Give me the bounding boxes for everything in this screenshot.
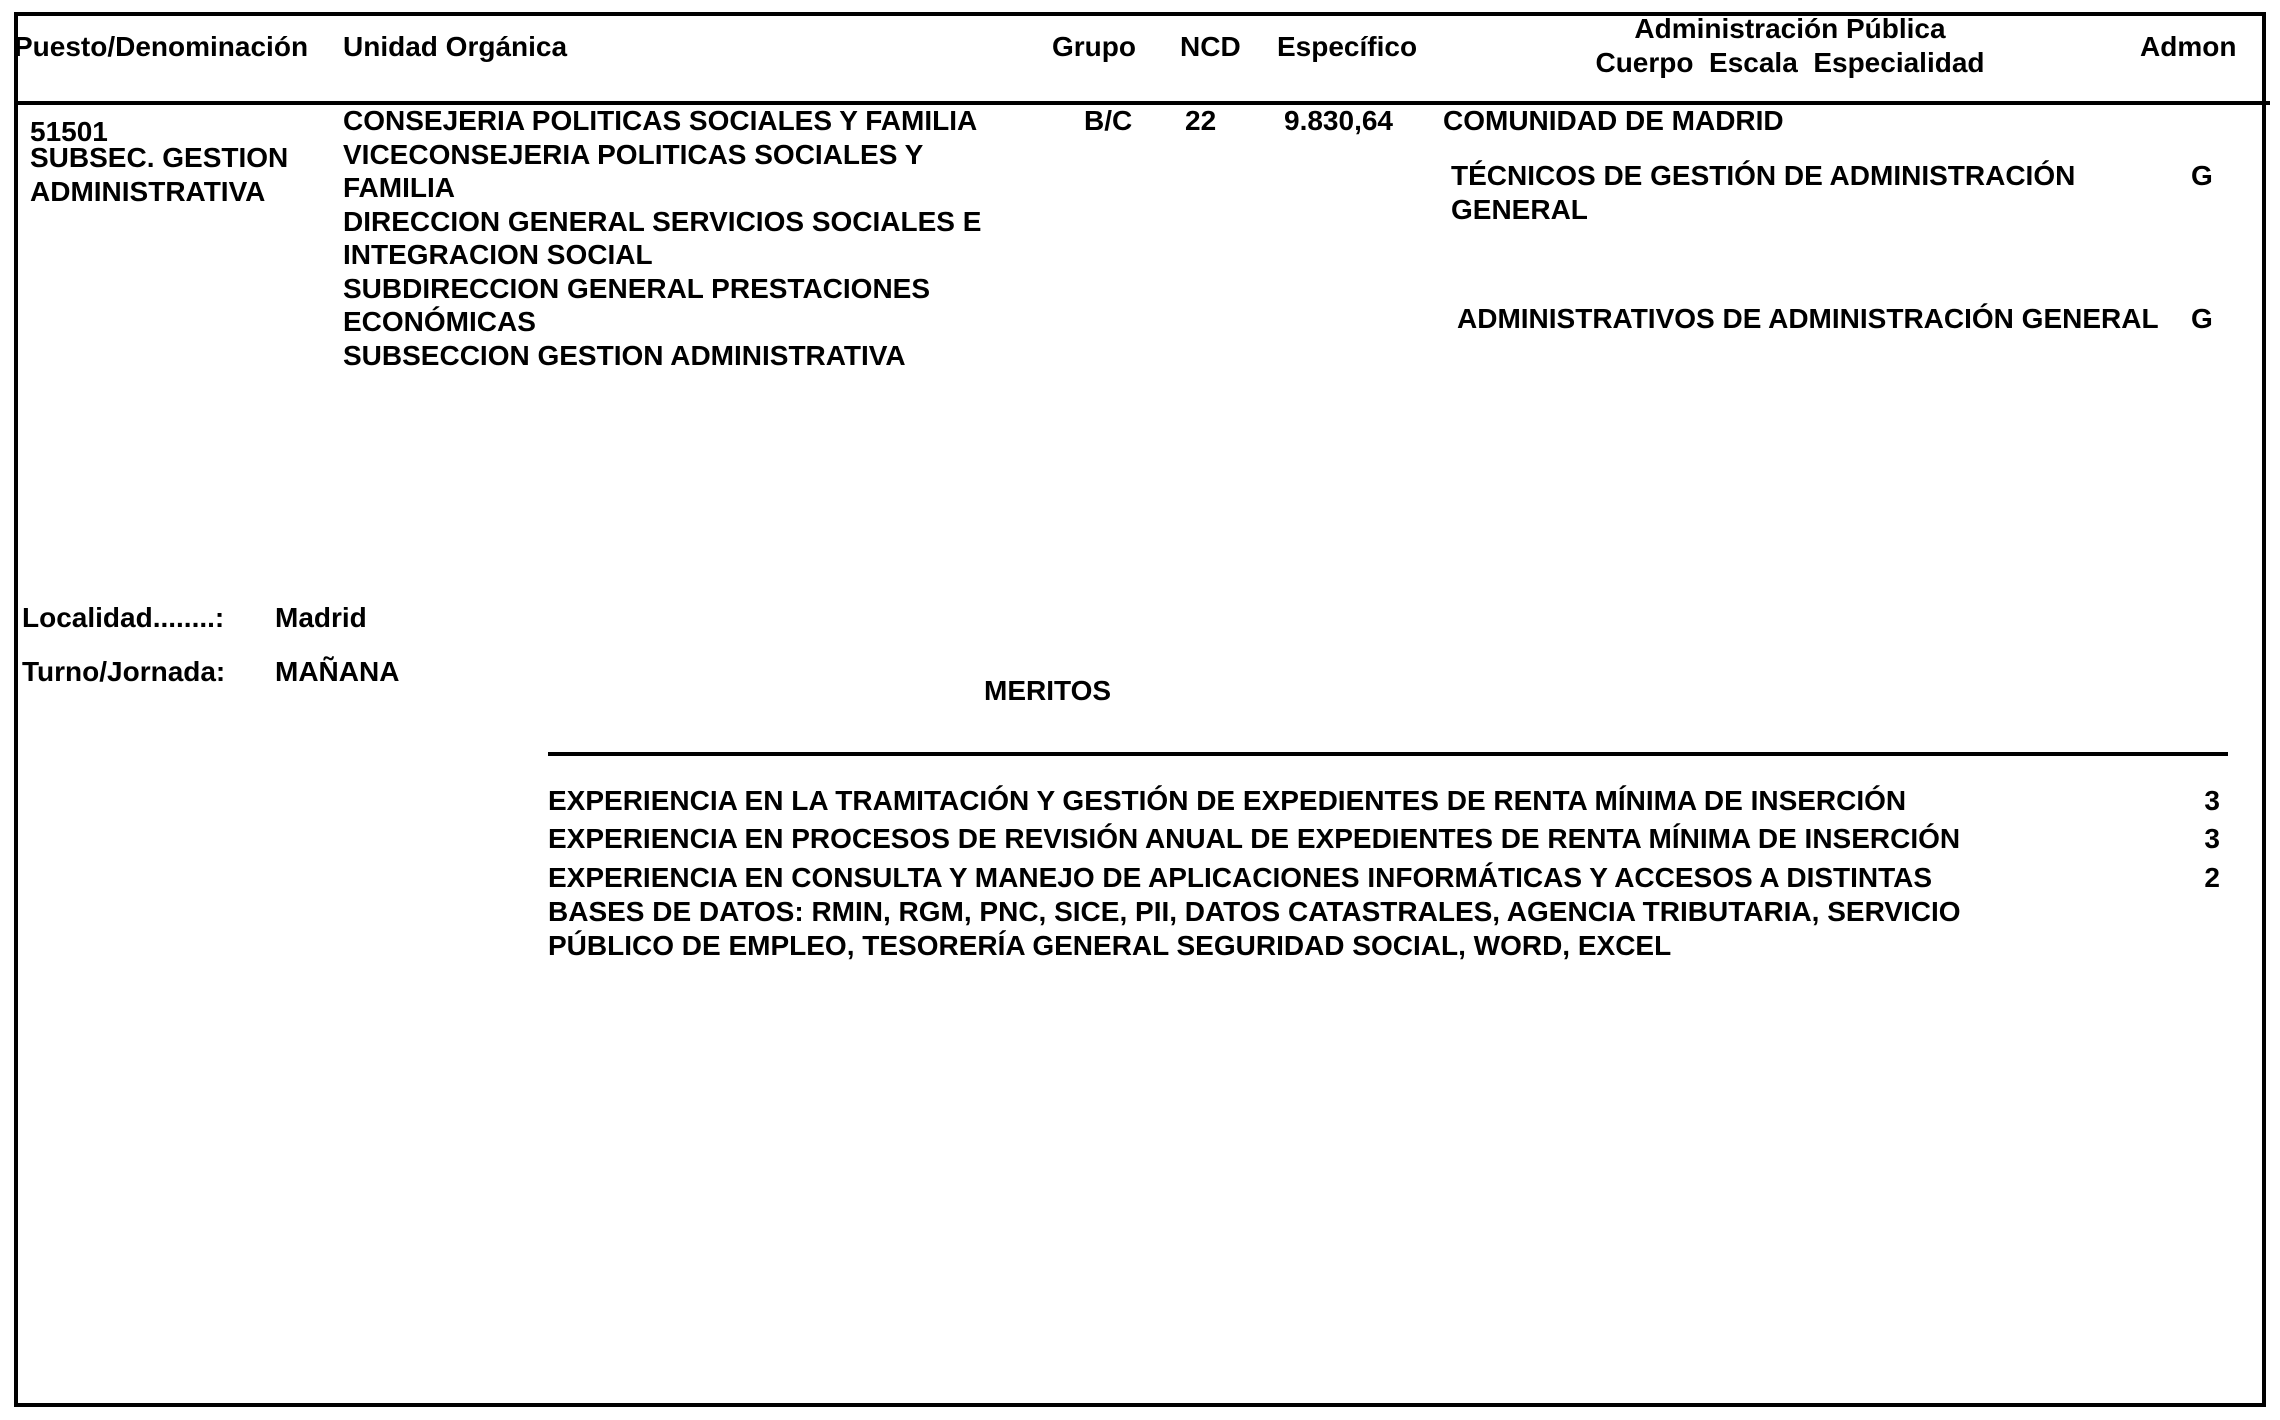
merito-line: EXPERIENCIA EN CONSULTA Y MANEJO DE APLICACIONES INFORMÁTICAS Y ACCESOS A DISTINTAS: [548, 862, 1933, 893]
grupo-value: B/C: [1084, 105, 1133, 136]
puesto-denominacion-line: ADMINISTRATIVA: [30, 176, 266, 207]
cuerpo-line: GENERAL: [1451, 194, 1588, 225]
cuerpo-admon: G: [2191, 303, 2213, 334]
header-ncd: NCD: [1180, 31, 1241, 62]
cuerpo-line: TÉCNICOS DE GESTIÓN DE ADMINISTRACIÓN: [1451, 160, 2076, 191]
unidad-organica-line: CONSEJERIA POLITICAS SOCIALES Y FAMILIA: [343, 105, 978, 136]
cuerpo-admon: G: [2191, 160, 2213, 191]
meritos-title: MERITOS: [984, 675, 1112, 706]
localidad-label: Localidad........:: [22, 602, 225, 633]
unidad-organica-line: SUBSECCION GESTION ADMINISTRATIVA: [343, 339, 906, 371]
especifico-value: 9.830,64: [1284, 105, 1393, 136]
header-admon: Admon: [2140, 31, 2237, 62]
cuerpo-item: [1457, 302, 2159, 336]
unidad-organica: [343, 104, 981, 372]
unidad-organica-line: SUBDIRECCION GENERAL PRESTACIONES: [343, 272, 931, 304]
merito-item: EXPERIENCIA EN PROCESOS DE REVISIÓN ANUAL DE EXPEDIENTES DE RENTA MÍNIMA DE INSERCIÓN: [548, 823, 1961, 854]
puesto-denominacion: [30, 141, 288, 209]
merito-line: BASES DE DATOS: RMIN, RGM, PNC, SICE, PII, DATOS CATASTRALES, AGENCIA TRIBUTARIA, SERVICIO: [548, 896, 1961, 927]
puesto-denominacion-line: SUBSEC. GESTION: [30, 142, 289, 173]
administracion-value: COMUNIDAD DE MADRID: [1443, 105, 1784, 136]
unidad-organica-line: VICECONSEJERIA POLITICAS SOCIALES Y: [343, 138, 924, 170]
header-admin-publica: Administración Pública: [1634, 13, 1946, 44]
localidad-value: Madrid: [275, 602, 367, 633]
meritos-divider: [548, 752, 2228, 756]
unidad-organica-line: DIRECCION GENERAL SERVICIOS SOCIALES E: [343, 205, 982, 237]
ncd-value: 22: [1185, 105, 1217, 136]
header-cuerpo-escala: Cuerpo Escala Especialidad: [1595, 47, 1985, 78]
header-puesto: Puesto/Denominación: [14, 31, 309, 62]
merito-puntos: 3: [2204, 785, 2220, 816]
merito-line: PÚBLICO DE EMPLEO, TESORERÍA GENERAL SEGURIDAD SOCIAL, WORD, EXCEL: [548, 930, 1672, 961]
cuerpo-line: ADMINISTRATIVOS DE ADMINISTRACIÓN GENERAL: [1457, 303, 2159, 334]
unidad-organica-line: FAMILIA: [343, 172, 455, 203]
merito-item: [548, 861, 1961, 963]
unidad-organica-line: INTEGRACION SOCIAL: [343, 239, 653, 270]
merito-item: EXPERIENCIA EN LA TRAMITACIÓN Y GESTIÓN DE EXPEDIENTES DE RENTA MÍNIMA DE INSERCIÓN: [548, 785, 1907, 816]
turno-label: Turno/Jornada:: [22, 656, 226, 687]
header-unidad: Unidad Orgánica: [343, 31, 568, 62]
header-especifico: Específico: [1277, 31, 1418, 62]
header-grupo: Grupo: [1052, 31, 1136, 62]
merito-puntos: 3: [2204, 823, 2220, 854]
puesto-codigo: 51501: [30, 116, 108, 147]
unidad-organica-line: ECONÓMICAS: [343, 306, 536, 337]
merito-puntos: 2: [2204, 862, 2220, 893]
cuerpo-item: [1451, 159, 2075, 227]
turno-value: MAÑANA: [275, 656, 400, 687]
